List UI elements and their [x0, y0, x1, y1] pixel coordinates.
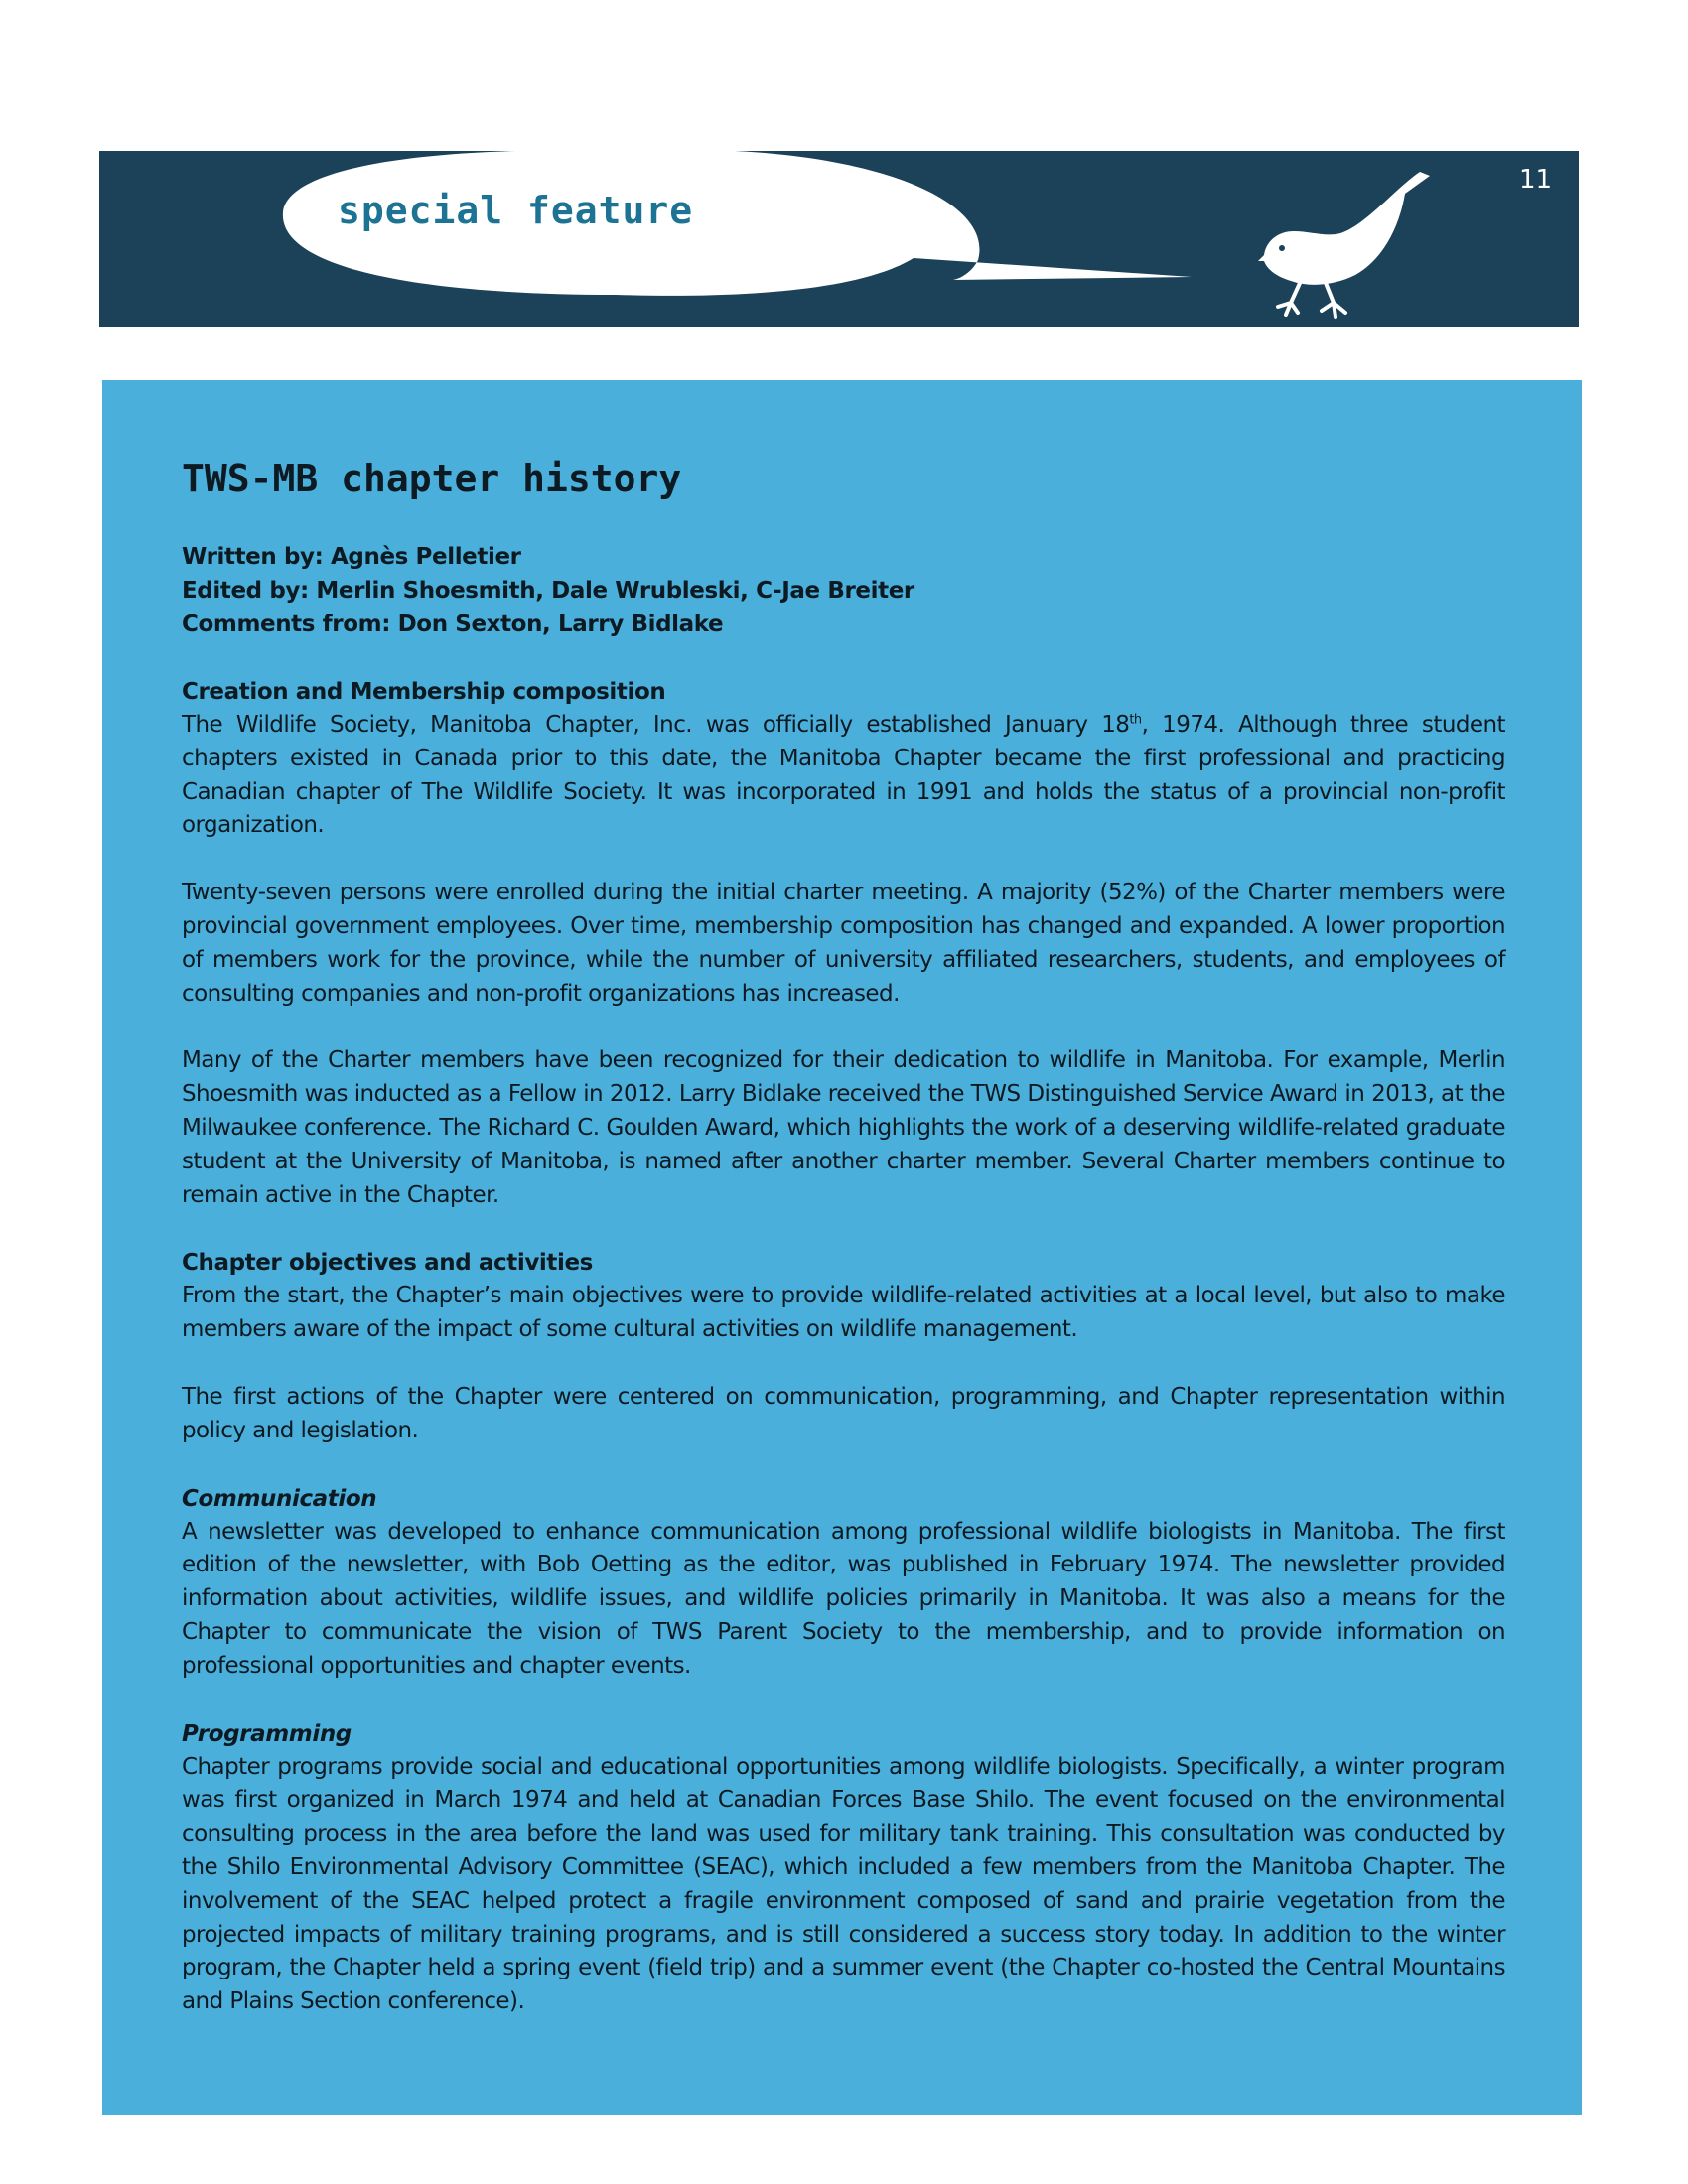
creation-heading: Creation and Membership composition	[182, 679, 666, 705]
comments-from: Comments from: Don Sexton, Larry Bidlake	[182, 612, 724, 637]
credits	[182, 540, 1505, 641]
creation-p1-part1: The Wildlife Society, Manitoba Chapter, Inc. was officially established January 18	[182, 712, 1130, 738]
programming-paragraph: Chapter programs provide social and educational opportunities among wildlife biologists. Specifically, a winter program was first organized in March 1974 and held at Canadian Forces Base Shilo. The event focused on the environmental consulting process in the area before the land was used for military tank training. This consultation was conducted by the Shilo Environmental Advisory Committee (SEAC), which included a few members from the Manitoba Chapter. The involvement of the SEAC helped protect a fragile environment composed of sand and prairie vegetation from the projected impacts of military training programs, and is still considered a success story today. In addition to the winter program, the Chapter held a spring event (field trip) and a summer event (the Chapter co-hosted the Central Mountains and Plains Section conference).	[182, 1753, 1505, 2015]
bird-icon	[1256, 164, 1435, 323]
creation-paragraph-3: Many of the Charter members have been recognized for their dedication to wildlife in Manitoba. For example, Merlin Shoesmith was inducted as a Fellow in 2012. Larry Bidlake received the TWS Distinguished Service Award in 2013, at the Milwaukee conference. The Richard C. Goulden Award, which highlights the work of a deserving wildlife-related graduate student at the University of Manitoba, is named after another charter member. Several Charter members continue to remain active in the Chapter.	[182, 1047, 1505, 1208]
communication-paragraph: A newsletter was developed to enhance communication among professional wildlife biologists in Manitoba. The first edition of the newsletter, with Bob Oetting as the editor, was published in February 1974. The newsletter provided information about activities, wildlife issues, and wildlife policies primarily in Manitoba. It was also a means for the Chapter to communicate the vision of TWS Parent Society to the membership, and to provide information on professional opportunities and chapter events.	[182, 1518, 1505, 1679]
creation-paragraph-2: Twenty-seven persons were enrolled during the initial charter meeting. A majority (52%) of the Charter members were provincial government employees. Over time, membership composition has changed and expanded. A lower proportion of members work for the province, while the number of university affiliated researchers, students, and employees of consulting companies and non-profit organizations has increased.	[182, 880, 1505, 1007]
section-label: special feature	[338, 189, 694, 232]
creation-p1-sup: th	[1129, 712, 1142, 728]
creation-paragraph-1	[182, 709, 1505, 843]
objectives-heading: Chapter objectives and activities	[182, 1250, 593, 1277]
written-by: Written by: Agnès Pelletier	[182, 544, 521, 570]
article	[182, 457, 1505, 2053]
edited-by: Edited by: Merlin Shoesmith, Dale Wrubleski, C-Jae Breiter	[182, 578, 914, 604]
communication-heading: Communication	[182, 1485, 377, 1512]
page-number: 11	[1519, 165, 1553, 195]
creation-p1-part2: , 1974. Although three student chapters existed in Canada prior to this date, the Manitoba Chapter became the first professional and practicing Canadian chapter of The Wildlife Society. It was incorporated in 1991 and holds the status of a provincial non-profit organization.	[182, 712, 1506, 839]
programming-heading: Programming	[182, 1720, 352, 1747]
article-title: TWS-MB chapter history	[182, 457, 682, 500]
objectives-paragraph-1: From the start, the Chapter’s main objectives were to provide wildlife-related activities at a local level, but also to make members aware of the impact of some cultural activities on wildlife management.	[182, 1283, 1505, 1343]
objectives-paragraph-2: The first actions of the Chapter were centered on communication, programming, and Chapter representation within policy and legislation.	[182, 1383, 1505, 1443]
